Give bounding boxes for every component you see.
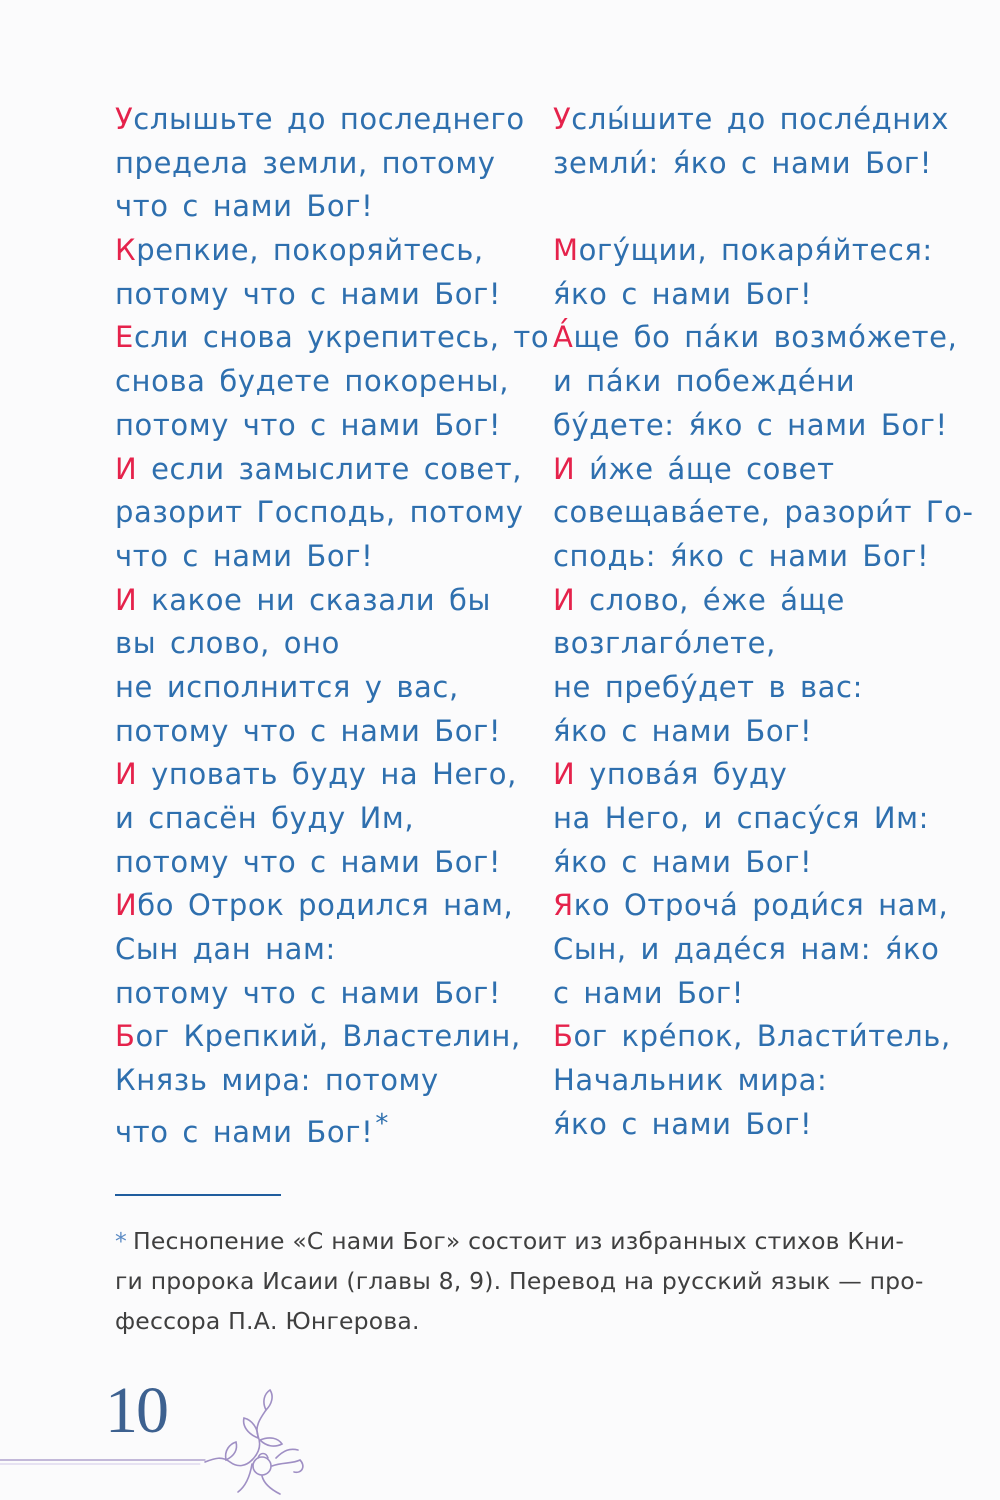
- slavonic-verse-line: [553, 710, 973, 754]
- slavonic-verse-line: [553, 579, 973, 623]
- footnote-line: [115, 1221, 965, 1261]
- slavonic-verse-line: [553, 360, 973, 404]
- russian-verse-line: [115, 884, 525, 928]
- initial-letter: Е: [115, 320, 134, 355]
- line-text: если замыслите совет,: [137, 451, 523, 486]
- line-text: Сын дан нам:: [115, 932, 336, 967]
- russian-verse-line: [115, 666, 525, 710]
- russian-verse-line: [115, 972, 525, 1016]
- line-text: бо Отрок родился нам,: [137, 888, 514, 923]
- russian-verse-line: [115, 316, 550, 360]
- footnote-marker: *: [115, 1227, 127, 1255]
- line-text: репкие, покоряйтесь,: [136, 233, 484, 268]
- slavonic-verse-line: [553, 1059, 973, 1103]
- slavonic-verse-line: [553, 884, 973, 928]
- russian-text-column: [115, 98, 550, 1149]
- russian-verse-line: [115, 622, 525, 666]
- russian-verse-line: [115, 273, 525, 317]
- initial-letter: А́: [553, 320, 574, 355]
- russian-verse-line: [115, 1103, 525, 1147]
- russian-verse-line: [115, 579, 525, 623]
- line-text: уповать буду на Него,: [137, 757, 517, 792]
- initial-letter: Я: [553, 888, 574, 923]
- russian-verse-line: [115, 229, 525, 273]
- line-text: и́же а́ще совет: [575, 451, 835, 486]
- slavonic-verse-line: [553, 1103, 973, 1147]
- line-text: с нами Бог!: [553, 975, 744, 1010]
- line-text: что с нами Бог!: [115, 1114, 374, 1149]
- initial-letter: У: [115, 102, 134, 136]
- line-text: упова́я буду: [575, 757, 788, 792]
- line-text: потому что с нами Бог!: [115, 276, 502, 311]
- russian-verse-line: [115, 1059, 525, 1103]
- russian-verse-line: [115, 448, 525, 492]
- slavonic-verse-line: [553, 797, 973, 841]
- slavonic-verse-line: [553, 142, 973, 186]
- footnote-text: Песнопение «С нами Бог» состоит из избранных стихов Кни-: [132, 1227, 905, 1255]
- line-text: потому что с нами Бог!: [115, 713, 502, 748]
- initial-letter: И: [115, 582, 138, 617]
- footnote-line: ги пророка Исаии (главы 8, 9). Перевод на русский язык — про-: [115, 1267, 924, 1295]
- initial-letter: У: [553, 102, 572, 136]
- line-text: ог кре́пок, Власти́тель,: [573, 1019, 951, 1054]
- slavonic-verse-line: [553, 273, 973, 317]
- line-text: ще бо па́ки возмо́жете,: [573, 320, 958, 355]
- initial-letter: К: [115, 233, 137, 268]
- footnote-separator: [115, 1194, 281, 1196]
- line-text: ко Отроча́ роди́ся нам,: [573, 888, 949, 923]
- line-text: сли снова укрепитесь, то: [133, 320, 550, 355]
- slavonic-verse-line: [553, 535, 973, 579]
- initial-letter: М: [553, 233, 579, 268]
- line-text: слы́шите до после́дних: [571, 102, 950, 136]
- line-text: и па́ки побежде́ни: [553, 364, 856, 399]
- line-text: я́ко с нами Бог!: [553, 1106, 813, 1141]
- russian-verse-line: [115, 797, 525, 841]
- slavonic-verse-line: [553, 98, 973, 142]
- line-text: снова будете покорены,: [115, 364, 510, 399]
- line-text: я́ко с нами Бог!: [553, 276, 813, 311]
- footnote-reference: *: [375, 1108, 389, 1139]
- slavonic-verse-line: [553, 666, 973, 710]
- line-text: не пребу́дет в вас:: [553, 669, 863, 704]
- initial-letter: И: [553, 757, 576, 792]
- line-text: предела земли, потому: [115, 145, 496, 180]
- russian-verse-line: [115, 535, 525, 579]
- slavonic-verse-line: [553, 229, 973, 273]
- initial-letter: И: [115, 888, 138, 923]
- russian-verse-line: [115, 928, 525, 972]
- russian-verse-line: [115, 142, 525, 186]
- line-text: совещава́ете, разори́т Го-: [553, 495, 974, 530]
- line-text: на Него, и спасу́ся Им:: [553, 801, 930, 835]
- footnote: [115, 1221, 965, 1341]
- line-text: что с нами Бог!: [115, 538, 374, 573]
- russian-verse-line: [115, 404, 525, 448]
- stanza-gap: [553, 185, 973, 229]
- line-text: ог Крепкий, Властелин,: [135, 1019, 521, 1054]
- russian-verse-line: [115, 753, 525, 797]
- line-text: вы слово, оно: [115, 626, 340, 661]
- line-text: какое ни сказали бы: [137, 582, 491, 617]
- church-slavonic-text-column: [553, 98, 973, 1147]
- russian-verse-line: [115, 491, 525, 535]
- line-text: что с нами Бог!: [115, 189, 374, 224]
- slavonic-verse-line: [553, 316, 973, 360]
- slavonic-verse-line: [553, 753, 973, 797]
- line-text: разорит Господь, потому: [115, 495, 524, 530]
- line-text: не исполнится у вас,: [115, 669, 459, 704]
- footnote-line: фессора П.А. Юнгерова.: [115, 1307, 420, 1335]
- line-text: потому что с нами Бог!: [115, 975, 502, 1010]
- line-text: сподь: я́ко с нами Бог!: [553, 538, 930, 573]
- line-text: Начальник мира:: [553, 1063, 828, 1098]
- line-text: Князь мира: потому: [115, 1063, 439, 1098]
- line-text: потому что с нами Бог!: [115, 844, 502, 879]
- slavonic-verse-line: [553, 841, 973, 885]
- line-text: Сын, и даде́ся нам: я́ко: [553, 932, 940, 967]
- line-text: я́ко с нами Бог!: [553, 713, 813, 748]
- slavonic-verse-line: [553, 404, 973, 448]
- line-text: земли́: я́ко с нами Бог!: [553, 145, 932, 180]
- page-number: 10: [105, 1374, 167, 1447]
- line-text: я́ко с нами Бог!: [553, 844, 813, 879]
- russian-verse-line: [115, 1015, 525, 1059]
- initial-letter: И: [115, 451, 138, 486]
- line-text: возглаго́лете,: [553, 626, 776, 661]
- initial-letter: И: [115, 757, 138, 792]
- line-text: слышьте до последнего: [133, 102, 525, 136]
- line-text: слово, е́же а́ще: [575, 582, 845, 617]
- slavonic-verse-line: [553, 491, 973, 535]
- russian-verse-line: [115, 185, 525, 229]
- line-text: и спасён буду Им,: [115, 801, 415, 835]
- russian-verse-line: [115, 710, 525, 754]
- slavonic-verse-line: [553, 1015, 973, 1059]
- russian-verse-line: [115, 841, 525, 885]
- initial-letter: И: [553, 451, 576, 486]
- slavonic-verse-line: [553, 928, 973, 972]
- initial-letter: И: [553, 582, 576, 617]
- slavonic-verse-line: [553, 448, 973, 492]
- russian-verse-line: [115, 360, 525, 404]
- line-text: потому что с нами Бог!: [115, 407, 502, 442]
- initial-letter: Б: [553, 1019, 574, 1054]
- russian-verse-line: [115, 98, 525, 142]
- slavonic-verse-line: [553, 622, 973, 666]
- slavonic-verse-line: [553, 972, 973, 1016]
- initial-letter: Б: [115, 1019, 136, 1054]
- line-text: огу́щии, покаря́йтеся:: [578, 233, 933, 268]
- line-text: бу́дете: я́ко с нами Бог!: [553, 407, 948, 442]
